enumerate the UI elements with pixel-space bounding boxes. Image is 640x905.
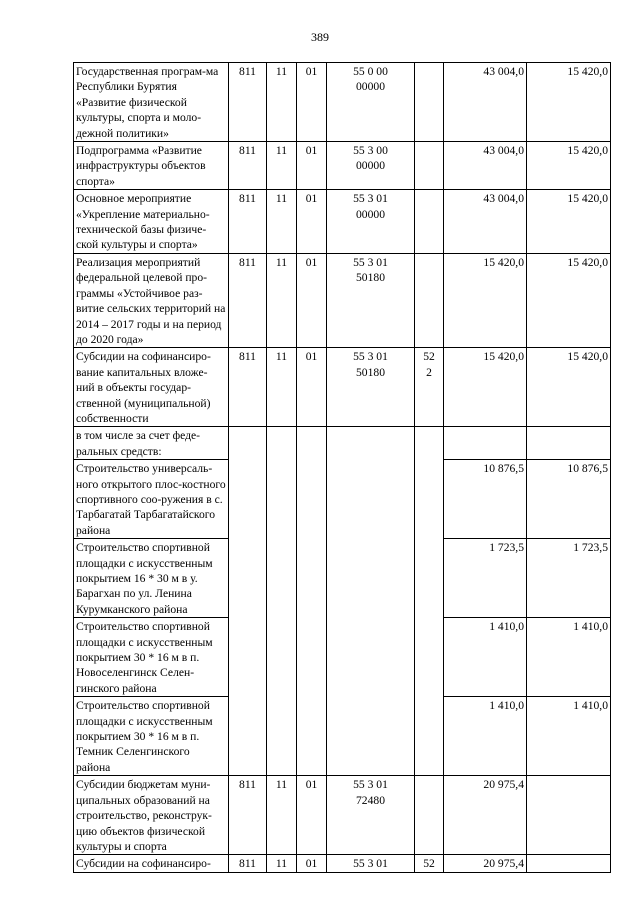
item-name: Субсидии на софинансиро-вание капитальных вложе-ний в объекты государ-ственной (муниципальной) собственности [74,348,229,427]
amount-year1: 15 420,0 [444,348,527,427]
item-name: Подпрограмма «Развитие инфраструктуры объектов спорта» [74,142,229,190]
amount-year1: 1 410,0 [444,697,527,776]
amount-year1: 1 410,0 [444,618,527,697]
expense-type-code [415,253,444,347]
amount-year2 [527,855,611,872]
budget-table [73,62,611,873]
expense-type-code: 52 [415,855,444,872]
target-article-code [327,253,415,347]
section-code: 11 [267,253,297,347]
target-article-line2: 50180 [356,271,385,285]
target-article-line2: 50180 [356,365,385,379]
subsection-code: 01 [297,776,327,855]
item-name: Субсидии бюджетам муни-ципальных образований на строительство, реконструк-цию объектов физической культуры и спорта [74,776,229,855]
amount-year2: 10 876,5 [527,460,611,539]
subsection-code: 01 [297,855,327,872]
section-code: 11 [267,855,297,872]
subsection-code [297,427,327,776]
table-row [74,253,611,347]
admin-code: 811 [229,776,267,855]
table-row [74,855,611,872]
item-name: Строительство спортивной площадки с искусственным покрытием 30 * 16 м в п. Темник Селенгинского района [74,697,229,776]
item-name: Субсидии на софинансиро- [74,855,229,872]
section-code [267,427,297,776]
target-article-line2: 00000 [356,207,385,221]
table-row [74,63,611,142]
item-name: Строительство спортивной площадки с искусственным покрытием 30 * 16 м в п. Новоселенгинск Селен-гинского района [74,618,229,697]
section-code: 11 [267,63,297,142]
target-article-code: 55 3 01 [327,855,415,872]
target-article-line1: 55 3 00 [353,144,388,158]
amount-year1: 15 420,0 [444,253,527,347]
amount-year2 [527,427,611,460]
target-article-line1: 55 3 01 [353,778,388,792]
expense-type-line2: 2 [426,365,432,379]
section-code: 11 [267,776,297,855]
amount-year1: 43 004,0 [444,190,527,254]
admin-code: 811 [229,855,267,872]
table-row [74,427,611,460]
admin-code: 811 [229,348,267,427]
subsection-code: 01 [297,142,327,190]
item-name: Основное мероприятие «Укрепление материально-технической базы физиче-ской культуры и спорта» [74,190,229,254]
amount-year2: 1 410,0 [527,697,611,776]
section-code: 11 [267,348,297,427]
target-article-line1: 55 0 00 [353,65,388,78]
table-row [74,348,611,427]
subsection-code: 01 [297,348,327,427]
amount-year2: 15 420,0 [527,142,611,190]
item-name: Строительство универсаль-ного открытого плос-костного спортивного соо-ружения в с. Тарбагатай Тарбагатайского района [74,460,229,539]
admin-code: 811 [229,253,267,347]
amount-year1: 10 876,5 [444,460,527,539]
item-name: Государственная програм-ма Республики Бурятия «Развитие физической культуры, спорта и моло-дежной политики» [74,63,229,142]
target-article-line2: 00000 [356,159,385,173]
section-code: 11 [267,142,297,190]
expense-type-code [415,142,444,190]
subsection-code: 01 [297,253,327,347]
target-article-code [327,142,415,190]
amount-year2: 1 410,0 [527,618,611,697]
subsection-code: 01 [297,63,327,142]
table-row [74,190,611,254]
admin-code: 811 [229,142,267,190]
table-row [74,776,611,855]
item-name: в том числе за счет феде-ральных средств: [74,427,229,460]
amount-year2 [527,776,611,855]
expense-type-code [415,348,444,427]
admin-code: 811 [229,190,267,254]
target-article-line2: 72480 [356,793,385,807]
item-name: Строительство спортивной площадки с искусственным покрытием 16 * 30 м в у. Барагхан по ул. Ленина Курумканского района [74,539,229,618]
amount-year2: 15 420,0 [527,348,611,427]
amount-year2: 15 420,0 [527,63,611,142]
amount-year2: 1 723,5 [527,539,611,618]
amount-year2: 15 420,0 [527,253,611,347]
subsection-code: 01 [297,190,327,254]
item-name: Реализация мероприятий федеральной целевой про-граммы «Устойчивое раз-витие сельских территорий на 2014 – 2017 годы и на период до 2020 года» [74,253,229,347]
amount-year1: 43 004,0 [444,142,527,190]
target-article-line1: 55 3 01 [353,255,388,269]
target-article-code [327,63,415,142]
target-article-line1: 55 3 01 [353,192,388,206]
target-article-line1: 55 3 01 [353,350,388,364]
expense-type-code [415,427,444,776]
expense-type-code [415,63,444,142]
amount-year1: 43 004,0 [444,63,527,142]
target-article-code [327,190,415,254]
target-article-code [327,427,415,776]
amount-year1: 20 975,4 [444,776,527,855]
amount-year1 [444,427,527,460]
amount-year1: 20 975,4 [444,855,527,872]
expense-type-line1: 52 [423,350,435,364]
target-article-line2: 00000 [356,80,385,94]
amount-year1: 1 723,5 [444,539,527,618]
target-article-code [327,348,415,427]
target-article-code [327,776,415,855]
admin-code [229,427,267,776]
page-number: 389 [311,30,329,44]
table-row [74,142,611,190]
admin-code: 811 [229,63,267,142]
expense-type-code [415,190,444,254]
amount-year2: 15 420,0 [527,190,611,254]
section-code: 11 [267,190,297,254]
expense-type-code [415,776,444,855]
